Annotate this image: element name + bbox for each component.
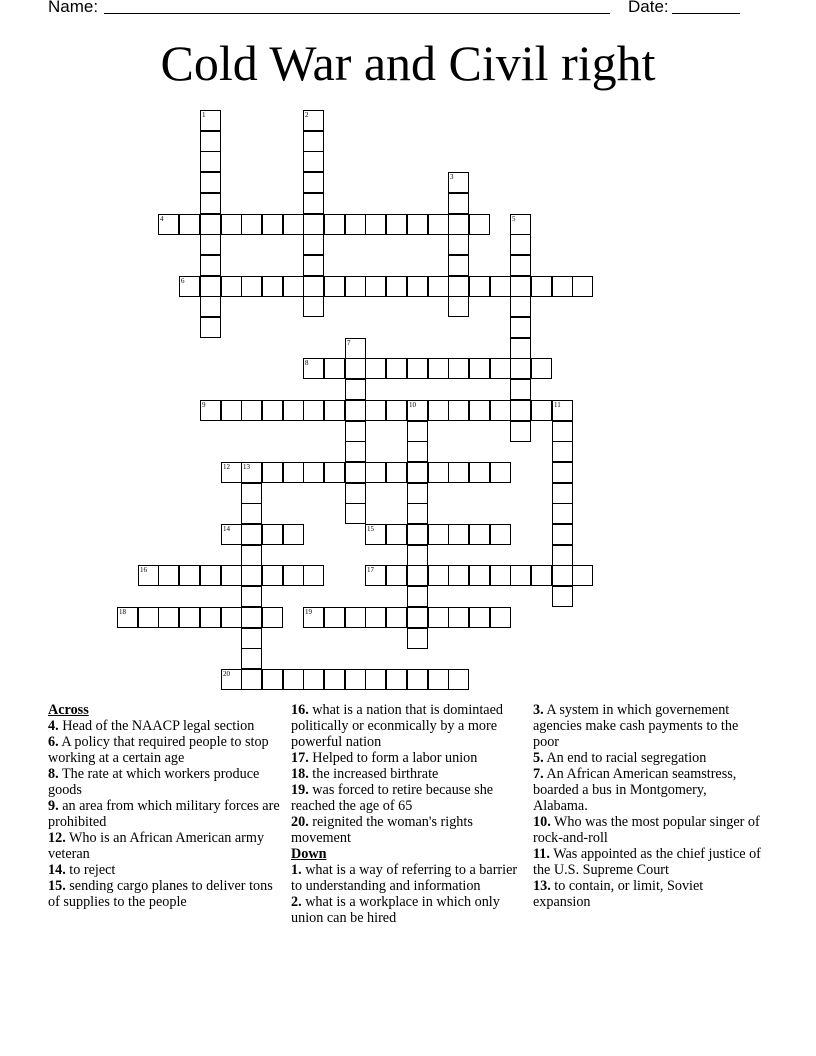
clues-column-3	[533, 702, 763, 910]
crossword-cell[interactable]	[138, 607, 159, 628]
crossword-cell[interactable]	[365, 607, 386, 628]
crossword-cell[interactable]	[407, 565, 428, 586]
crossword-cell[interactable]	[345, 503, 366, 524]
crossword-cell[interactable]	[365, 669, 386, 690]
crossword-cell[interactable]	[552, 565, 573, 586]
crossword-cell[interactable]	[469, 214, 490, 235]
crossword-cell[interactable]	[324, 214, 345, 235]
crossword-cell[interactable]	[221, 276, 242, 297]
crossword-cell[interactable]	[552, 400, 573, 421]
crossword-cell[interactable]	[303, 214, 324, 235]
crossword-cell[interactable]	[407, 462, 428, 483]
crossword-cell[interactable]	[179, 214, 200, 235]
crossword-cell[interactable]	[448, 214, 469, 235]
clue-item-number: 3.	[533, 702, 544, 718]
crossword-cell[interactable]	[469, 565, 490, 586]
crossword-cell[interactable]	[407, 607, 428, 628]
crossword-cell[interactable]	[510, 565, 531, 586]
crossword-cell[interactable]	[138, 565, 159, 586]
crossword-cell[interactable]	[179, 276, 200, 297]
crossword-cell[interactable]	[407, 214, 428, 235]
page-title: Cold War and Civil right	[160, 35, 656, 91]
crossword-cell[interactable]	[221, 524, 242, 545]
crossword-cell[interactable]	[179, 607, 200, 628]
crossword-cell[interactable]	[221, 669, 242, 690]
crossword-cell[interactable]	[407, 421, 428, 442]
clue-item-number: 5.	[533, 750, 544, 766]
crossword-cell[interactable]	[200, 193, 221, 214]
crossword-cell[interactable]	[262, 524, 283, 545]
clue-item-text: reignited the woman's rights movement	[291, 814, 473, 846]
clue-item-text: was forced to retire because she reached the age of 65	[291, 782, 494, 814]
clue-item	[533, 846, 763, 878]
crossword-cell[interactable]	[386, 276, 407, 297]
clue-item-text: Who is an African American army veteran	[48, 830, 265, 862]
crossword-cell[interactable]	[469, 524, 490, 545]
crossword-cell[interactable]	[428, 400, 449, 421]
crossword-cell[interactable]	[407, 441, 428, 462]
clue-item-number: 20.	[291, 814, 309, 830]
crossword-cell[interactable]	[241, 214, 262, 235]
crossword-cell[interactable]	[117, 607, 138, 628]
crossword-cell[interactable]	[407, 358, 428, 379]
clue-item-number: 1.	[291, 862, 302, 878]
crossword-cell[interactable]	[345, 441, 366, 462]
crossword-cell[interactable]	[510, 379, 531, 400]
crossword-cell[interactable]	[510, 276, 531, 297]
crossword-cell[interactable]	[200, 607, 221, 628]
clue-item-number: 13.	[533, 878, 551, 894]
crossword-cell[interactable]	[386, 607, 407, 628]
crossword-cell[interactable]	[552, 586, 573, 607]
clue-item	[48, 734, 288, 766]
crossword-cell[interactable]	[262, 669, 283, 690]
crossword-cell[interactable]	[428, 214, 449, 235]
crossword-cell[interactable]	[531, 565, 552, 586]
crossword-cell[interactable]	[303, 276, 324, 297]
crossword-cell[interactable]	[221, 607, 242, 628]
clue-number: 6	[181, 277, 185, 285]
crossword-cell[interactable]	[221, 214, 242, 235]
clue-item-number: 8.	[48, 766, 59, 782]
crossword-cell[interactable]	[510, 296, 531, 317]
crossword-cell[interactable]	[407, 400, 428, 421]
crossword-cell[interactable]	[303, 151, 324, 172]
clue-item-text: sending cargo planes to deliver tons of supplies to the people	[48, 878, 273, 910]
crossword-cell[interactable]	[345, 607, 366, 628]
crossword-cell[interactable]	[200, 255, 221, 276]
crossword-cell[interactable]	[448, 276, 469, 297]
crossword-cell[interactable]	[448, 296, 469, 317]
clue-item-text: A system in which governement agencies make cash payments to the poor	[533, 702, 739, 750]
crossword-cell[interactable]	[448, 193, 469, 214]
crossword-cell[interactable]	[303, 462, 324, 483]
clue-number: 3	[450, 173, 454, 181]
clue-item-text: what is a workplace in which only union can be hired	[291, 894, 500, 926]
crossword-cell[interactable]	[428, 276, 449, 297]
crossword-cell[interactable]	[241, 565, 262, 586]
clue-item-number: 6.	[48, 734, 59, 750]
crossword-cell[interactable]	[283, 524, 304, 545]
clue-item-number: 16.	[291, 702, 309, 718]
crossword-cell[interactable]	[407, 669, 428, 690]
crossword-cell[interactable]	[262, 214, 283, 235]
crossword-cell[interactable]	[552, 276, 573, 297]
crossword-cell[interactable]	[158, 565, 179, 586]
crossword-cell[interactable]	[448, 607, 469, 628]
clue-item	[48, 830, 288, 862]
crossword-cell[interactable]	[428, 524, 449, 545]
crossword-cell[interactable]	[262, 400, 283, 421]
crossword-cell[interactable]	[365, 358, 386, 379]
clue-number: 10	[409, 401, 416, 409]
crossword-cell[interactable]	[510, 338, 531, 359]
crossword-cell[interactable]	[200, 400, 221, 421]
crossword-cell[interactable]	[345, 400, 366, 421]
clue-item	[533, 750, 763, 766]
crossword-cell[interactable]	[469, 607, 490, 628]
crossword-cell[interactable]	[283, 565, 304, 586]
clue-item-text: An African American seamstress, boarded a bus in Montgomery, Alabama.	[533, 766, 737, 814]
crossword-cell[interactable]	[241, 648, 262, 669]
crossword-cell[interactable]	[572, 276, 593, 297]
crossword-cell[interactable]	[158, 214, 179, 235]
crossword-cell[interactable]	[303, 110, 324, 131]
clue-item	[291, 782, 531, 814]
crossword-cell[interactable]	[200, 110, 221, 131]
crossword-cell[interactable]	[345, 421, 366, 442]
clue-number: 11	[554, 401, 561, 409]
clue-item-number: 15.	[48, 878, 66, 894]
clue-item-number: 7.	[533, 766, 544, 782]
clue-item-text: A policy that required people to stop working at a certain age	[48, 734, 269, 766]
crossword-cell[interactable]	[510, 421, 531, 442]
crossword-cell[interactable]	[552, 421, 573, 442]
crossword-cell[interactable]	[448, 462, 469, 483]
clue-number: 19	[305, 608, 312, 616]
crossword-cell[interactable]	[303, 234, 324, 255]
crossword-cell[interactable]	[283, 462, 304, 483]
crossword-cell[interactable]	[345, 669, 366, 690]
crossword-cell[interactable]	[241, 276, 262, 297]
crossword-cell[interactable]	[283, 214, 304, 235]
crossword-cell[interactable]	[407, 483, 428, 504]
crossword-cell[interactable]	[241, 400, 262, 421]
clue-item-number: 14.	[48, 862, 66, 878]
crossword-cell[interactable]	[510, 255, 531, 276]
crossword-cell[interactable]	[241, 545, 262, 566]
clue-item-text: to contain, or limit, Soviet expansion	[533, 878, 704, 910]
crossword-cell[interactable]	[490, 400, 511, 421]
crossword-cell[interactable]	[262, 565, 283, 586]
crossword-cell[interactable]	[552, 545, 573, 566]
crossword-cell[interactable]	[303, 400, 324, 421]
crossword-cell[interactable]	[510, 400, 531, 421]
clue-item	[291, 766, 531, 782]
clue-section-heading: Down	[291, 846, 327, 862]
clue-item	[48, 766, 288, 798]
crossword-cell[interactable]	[221, 565, 242, 586]
crossword-cell[interactable]	[428, 565, 449, 586]
crossword-cell[interactable]	[490, 276, 511, 297]
crossword-cell[interactable]	[365, 524, 386, 545]
clue-item-text: Who was the most popular singer of rock-and-roll	[533, 814, 760, 846]
crossword-cell[interactable]	[200, 234, 221, 255]
crossword-cell[interactable]	[448, 172, 469, 193]
clue-number: 1	[202, 111, 206, 119]
clue-number: 4	[160, 215, 164, 223]
clue-item	[48, 798, 288, 830]
clue-item	[48, 878, 288, 910]
crossword-cell[interactable]	[200, 565, 221, 586]
crossword-cell[interactable]	[200, 317, 221, 338]
crossword-cell[interactable]	[200, 131, 221, 152]
crossword-cell[interactable]	[469, 400, 490, 421]
crossword-cell[interactable]	[552, 524, 573, 545]
crossword-cell[interactable]	[200, 276, 221, 297]
crossword-cell[interactable]	[448, 669, 469, 690]
clue-section-heading: Across	[48, 702, 89, 718]
crossword-cell[interactable]	[510, 358, 531, 379]
crossword-cell[interactable]	[241, 503, 262, 524]
clue-number: 18	[119, 608, 126, 616]
clue-item-text: An end to racial segregation	[546, 750, 707, 766]
crossword-cell[interactable]	[448, 524, 469, 545]
clue-number: 15	[367, 525, 374, 533]
clue-number: 16	[140, 566, 147, 574]
crossword-cell[interactable]	[490, 358, 511, 379]
clue-item	[48, 862, 288, 878]
clue-item-text: what is a nation that is domintaed politically or econmically by a more powerful nation	[291, 702, 503, 750]
crossword-cell[interactable]	[386, 358, 407, 379]
crossword-cell[interactable]	[407, 503, 428, 524]
crossword-cell[interactable]	[200, 172, 221, 193]
clue-item-number: 9.	[48, 798, 59, 814]
crossword-cell[interactable]	[407, 586, 428, 607]
clue-item-text: an area from which military forces are prohibited	[48, 798, 280, 830]
clue-item	[291, 894, 531, 926]
crossword-cell[interactable]	[283, 276, 304, 297]
crossword-cell[interactable]	[345, 358, 366, 379]
clue-item-number: 10.	[533, 814, 551, 830]
clue-item-number: 18.	[291, 766, 309, 782]
crossword-cell[interactable]	[386, 214, 407, 235]
clue-number: 9	[202, 401, 206, 409]
crossword-cell[interactable]	[428, 358, 449, 379]
clue-item	[291, 862, 531, 894]
crossword-cell[interactable]	[179, 565, 200, 586]
clue-item-text: to reject	[69, 862, 116, 878]
clue-item	[48, 718, 288, 734]
clue-number: 13	[243, 463, 250, 471]
clue-item-number: 4.	[48, 718, 59, 734]
clue-item	[291, 750, 531, 766]
clue-item	[291, 814, 531, 846]
crossword-cell[interactable]	[552, 441, 573, 462]
crossword-cell[interactable]	[407, 524, 428, 545]
crossword-cell[interactable]	[324, 607, 345, 628]
crossword-cell[interactable]	[200, 296, 221, 317]
clue-item	[533, 702, 763, 750]
crossword-cell[interactable]	[365, 400, 386, 421]
crossword-cell[interactable]	[283, 669, 304, 690]
crossword-cell[interactable]	[531, 276, 552, 297]
crossword-cell[interactable]	[324, 462, 345, 483]
crossword-cell[interactable]	[552, 462, 573, 483]
crossword-cell[interactable]	[490, 565, 511, 586]
crossword-cell[interactable]	[241, 483, 262, 504]
clue-item-number: 12.	[48, 830, 66, 846]
crossword-cell[interactable]	[448, 255, 469, 276]
crossword-cell[interactable]	[345, 214, 366, 235]
clue-item-number: 2.	[291, 894, 302, 910]
clue-number: 17	[367, 566, 374, 574]
crossword-cell[interactable]	[428, 462, 449, 483]
crossword-cell[interactable]	[552, 503, 573, 524]
name-label: Name:	[48, 0, 99, 16]
crossword-cell[interactable]	[531, 400, 552, 421]
crossword-cell[interactable]	[428, 607, 449, 628]
crossword-cell[interactable]	[490, 524, 511, 545]
crossword-cell[interactable]	[241, 607, 262, 628]
crossword-cell[interactable]	[407, 276, 428, 297]
crossword-cell[interactable]	[510, 214, 531, 235]
clue-number: 7	[347, 339, 351, 347]
clue-item-text: the increased birthrate	[312, 766, 439, 782]
crossword-cell[interactable]	[552, 483, 573, 504]
crossword-cell[interactable]	[386, 669, 407, 690]
crossword-cell[interactable]	[303, 131, 324, 152]
date-label: Date:	[628, 0, 669, 16]
crossword-cell[interactable]	[531, 358, 552, 379]
crossword-cell[interactable]	[490, 607, 511, 628]
crossword-cell[interactable]	[469, 358, 490, 379]
crossword-cell[interactable]	[345, 483, 366, 504]
crossword-cell[interactable]	[324, 400, 345, 421]
crossword-cell[interactable]	[386, 400, 407, 421]
clue-number: 8	[305, 359, 309, 367]
crossword-cell[interactable]	[448, 400, 469, 421]
crossword-cell[interactable]	[407, 545, 428, 566]
clues-column-1	[48, 702, 288, 910]
crossword-cell[interactable]	[303, 193, 324, 214]
crossword-cell[interactable]	[324, 669, 345, 690]
crossword-cell[interactable]	[262, 276, 283, 297]
clue-item-text: Helped to form a labor union	[312, 750, 478, 766]
crossword-cell[interactable]	[345, 276, 366, 297]
crossword-cell[interactable]	[158, 607, 179, 628]
clue-item-number: 11.	[533, 846, 550, 862]
clue-item	[533, 878, 763, 910]
clue-item-text: Was appointed as the chief justice of the U.S. Supreme Court	[533, 846, 761, 878]
crossword-cell[interactable]	[448, 234, 469, 255]
crossword-cell[interactable]	[386, 524, 407, 545]
crossword-cell[interactable]	[345, 379, 366, 400]
clue-item-text: The rate at which workers produce goods	[48, 766, 260, 798]
crossword-cell[interactable]	[303, 255, 324, 276]
crossword-cell[interactable]	[490, 462, 511, 483]
clue-number: 12	[223, 463, 230, 471]
crossword-cell[interactable]	[303, 358, 324, 379]
crossword-cell[interactable]	[324, 276, 345, 297]
crossword-cell[interactable]	[241, 628, 262, 649]
clue-item	[533, 814, 763, 846]
clue-item	[291, 702, 531, 750]
crossword-cell[interactable]	[469, 276, 490, 297]
clue-number: 5	[512, 215, 516, 223]
crossword-cell[interactable]	[262, 462, 283, 483]
crossword-cell[interactable]	[303, 669, 324, 690]
clues-column-2	[291, 702, 531, 926]
crossword-cell[interactable]	[365, 214, 386, 235]
crossword-cell[interactable]	[365, 276, 386, 297]
crossword-cell[interactable]	[241, 524, 262, 545]
crossword-cell[interactable]	[345, 462, 366, 483]
crossword-cell[interactable]	[510, 317, 531, 338]
clue-item-number: 19.	[291, 782, 309, 798]
crossword-cell[interactable]	[428, 669, 449, 690]
crossword-cell[interactable]	[510, 234, 531, 255]
crossword-cell[interactable]	[241, 462, 262, 483]
clue-number: 2	[305, 111, 309, 119]
crossword-cell[interactable]	[303, 172, 324, 193]
crossword-cell[interactable]	[469, 462, 490, 483]
crossword-cell[interactable]	[200, 151, 221, 172]
crossword-cell[interactable]	[345, 338, 366, 359]
clue-item-text: what is a way of referring to a barrier to understanding and information	[291, 862, 518, 894]
crossword-cell[interactable]	[448, 565, 469, 586]
crossword-cell[interactable]	[365, 462, 386, 483]
crossword-cell[interactable]	[303, 565, 324, 586]
clue-number: 20	[223, 670, 230, 678]
crossword-cell[interactable]	[200, 214, 221, 235]
crossword-cell[interactable]	[241, 586, 262, 607]
crossword-cell[interactable]	[262, 607, 283, 628]
crossword-cell[interactable]	[221, 462, 242, 483]
clue-item	[533, 766, 763, 814]
clue-number: 14	[223, 525, 230, 533]
crossword-cell[interactable]	[386, 565, 407, 586]
crossword-cell[interactable]	[572, 565, 593, 586]
crossword-cell[interactable]	[386, 462, 407, 483]
crossword-cell[interactable]	[303, 607, 324, 628]
clue-item-text: Head of the NAACP legal section	[62, 718, 255, 734]
crossword-cell[interactable]	[365, 565, 386, 586]
crossword-cell[interactable]	[448, 358, 469, 379]
crossword-cell[interactable]	[283, 400, 304, 421]
crossword-cell[interactable]	[324, 358, 345, 379]
clue-item-number: 17.	[291, 750, 309, 766]
crossword-cell[interactable]	[407, 628, 428, 649]
crossword-cell[interactable]	[303, 296, 324, 317]
crossword-cell[interactable]	[221, 400, 242, 421]
crossword-cell[interactable]	[241, 669, 262, 690]
